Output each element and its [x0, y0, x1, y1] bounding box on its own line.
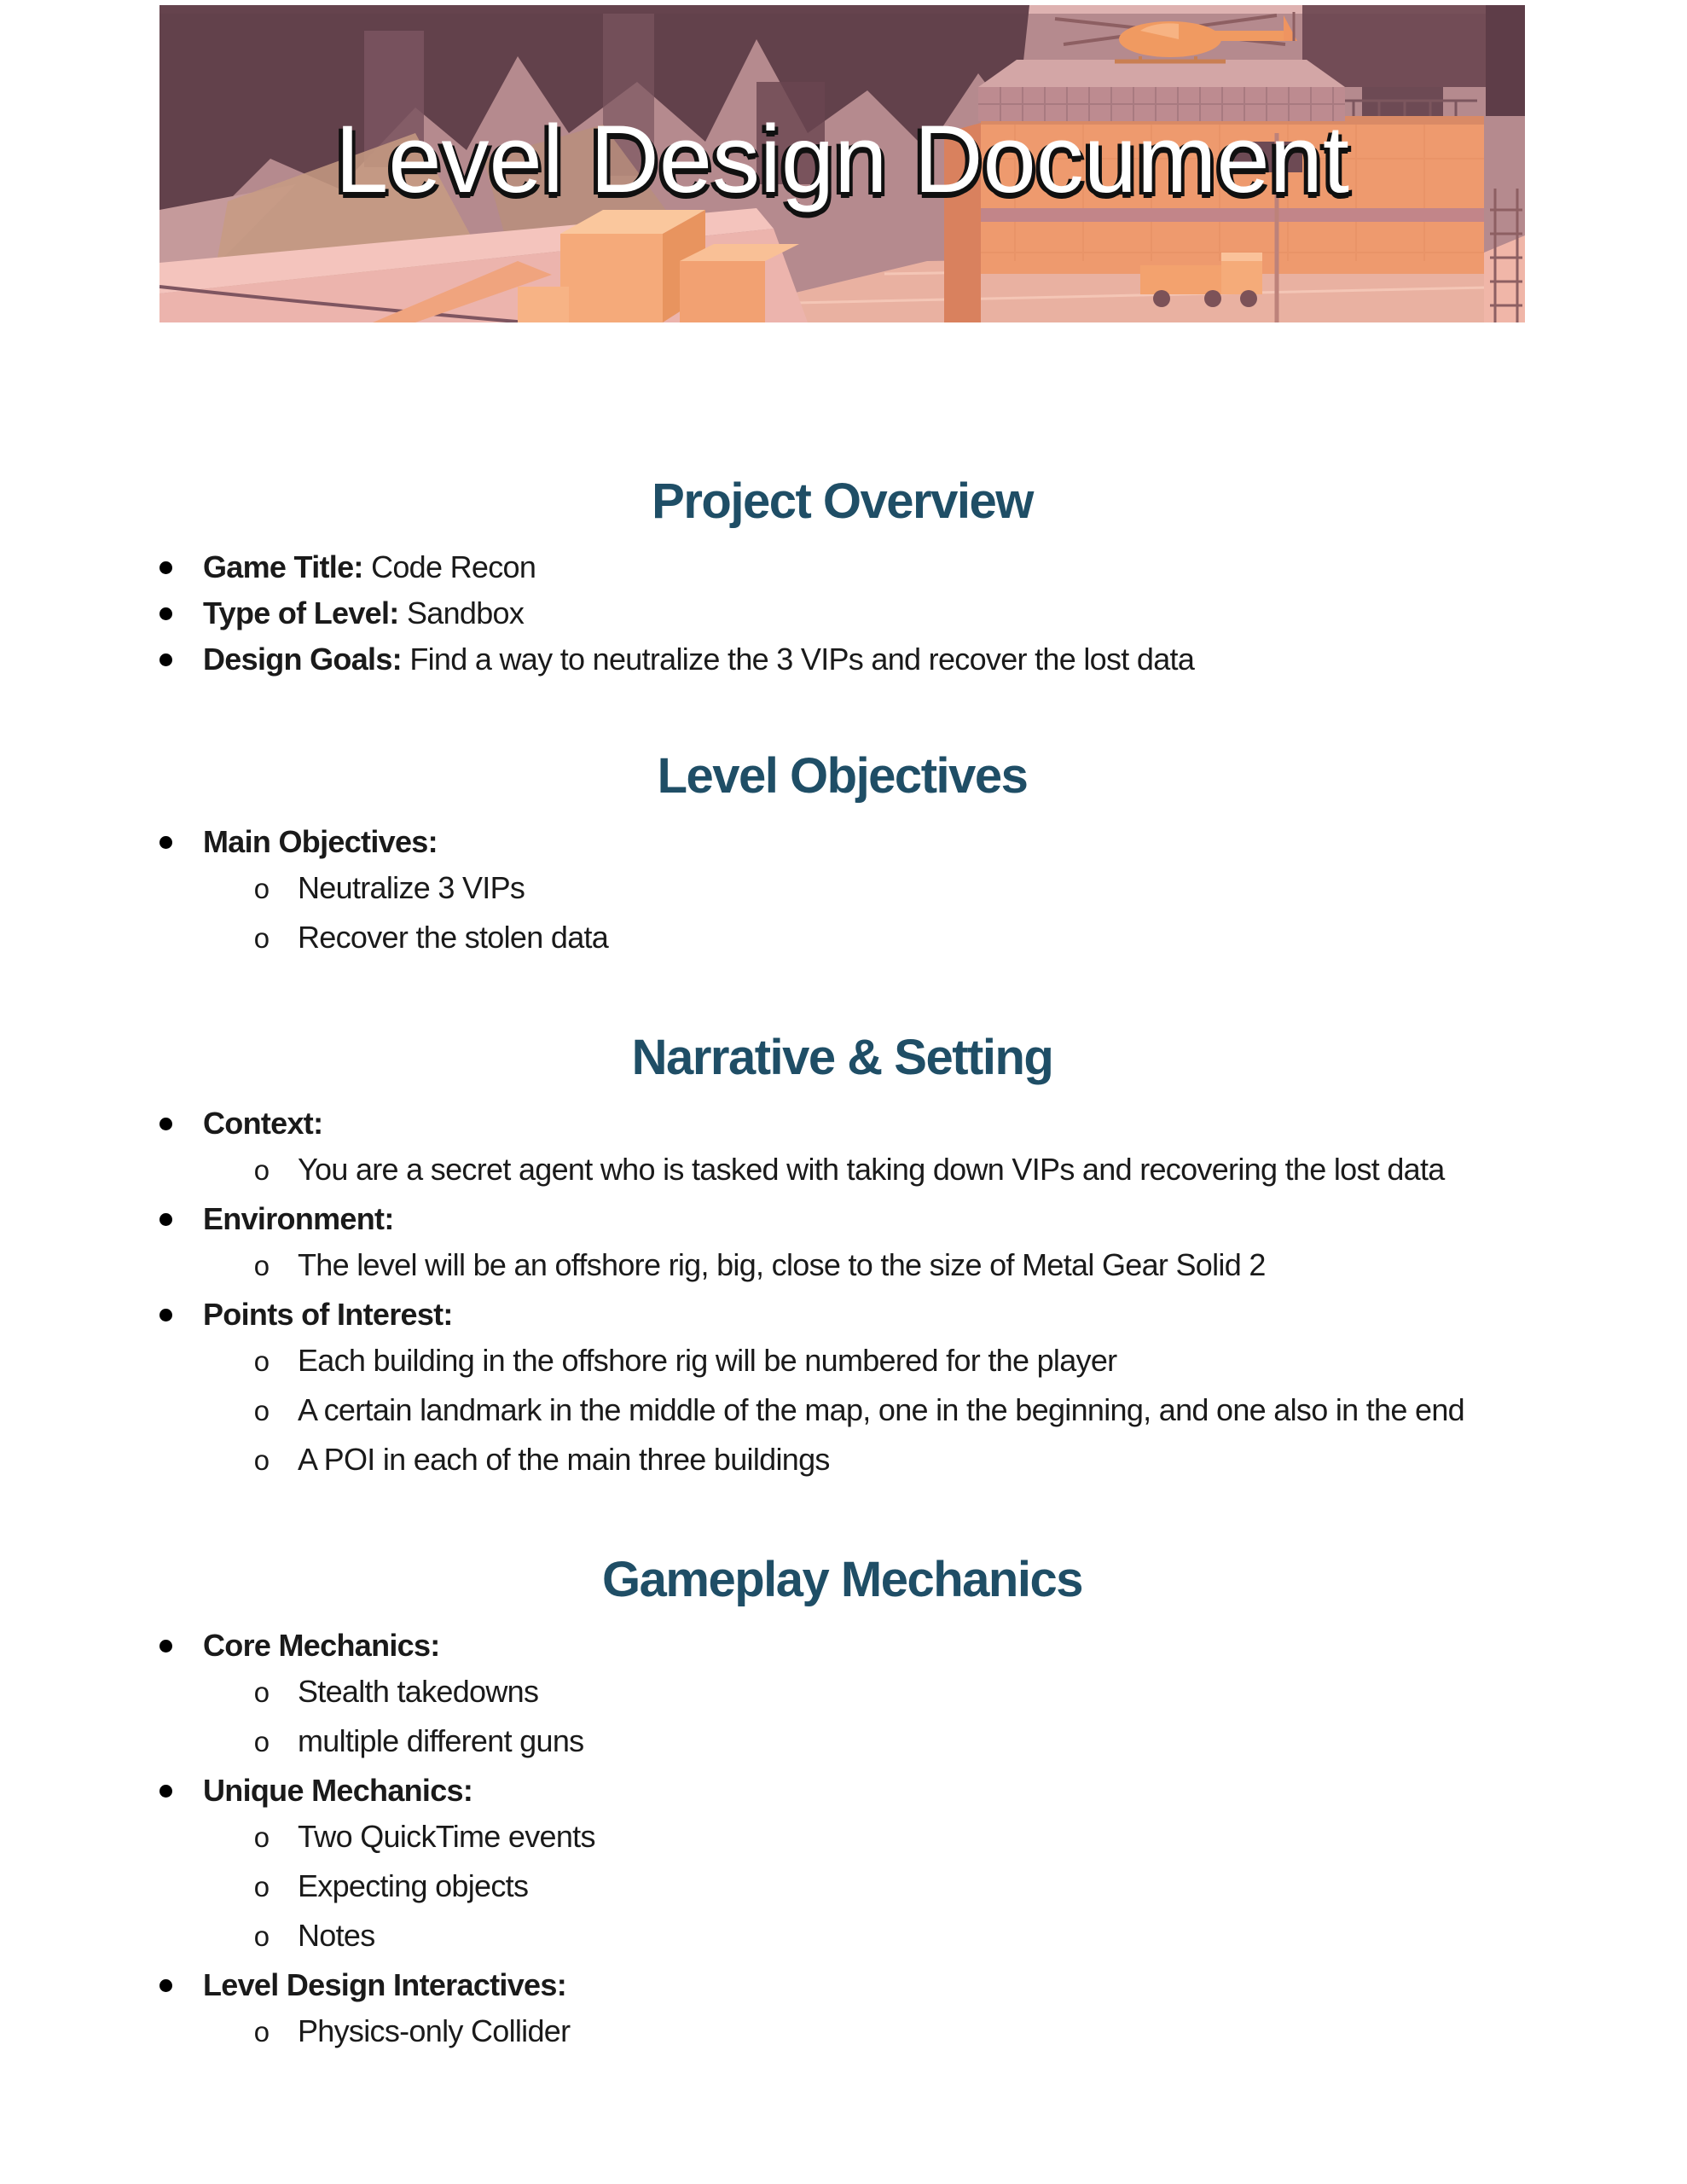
- item-text: Code Recon: [371, 549, 536, 584]
- bullet-o-icon: o: [253, 1923, 270, 1955]
- bullet-dot-icon: [159, 653, 172, 666]
- list-subitem: [253, 1863, 1525, 1913]
- bullet-o-icon: o: [253, 1824, 270, 1856]
- item-text: Sandbox: [406, 595, 525, 630]
- list-item: [159, 636, 1525, 682]
- bullet-dot-icon: [159, 1213, 172, 1226]
- list-subitem: [253, 1669, 1525, 1718]
- bullet-o-icon: o: [253, 1873, 270, 1905]
- bullet-o-icon: o: [253, 1252, 270, 1284]
- list-item: [159, 544, 1525, 590]
- bullet-dot-icon: [159, 561, 172, 574]
- item-label: Main Objectives:: [203, 824, 438, 859]
- bullet-o-icon: o: [253, 1447, 270, 1478]
- bullet-dot-icon: [159, 1309, 172, 1321]
- bullet-dot-icon: [159, 1640, 172, 1653]
- bullet-o-icon: o: [253, 1728, 270, 1760]
- item-text: You are a secret agent who is tasked with taking down VIPs and recovering the lost data: [298, 1152, 1445, 1187]
- list-item: [159, 819, 1525, 865]
- list-subitem: [253, 1913, 1525, 1962]
- item-label: Level Design Interactives:: [203, 1967, 566, 2002]
- item-label: Unique Mechanics:: [203, 1773, 473, 1808]
- list-item: [159, 1962, 1525, 2008]
- item-text: Expecting objects: [298, 1868, 529, 1903]
- item-text: Recover the stolen data: [298, 920, 609, 955]
- item-text: Two QuickTime events: [298, 1819, 595, 1854]
- list-item: [159, 1292, 1525, 1338]
- list-item: [159, 1623, 1525, 1669]
- item-text: Each building in the offshore rig will be numbered for the player: [298, 1343, 1117, 1378]
- item-text: A certain landmark in the middle of the map, one in the beginning, and one also in the end: [298, 1392, 1464, 1427]
- bullet-dot-icon: [159, 1118, 172, 1130]
- banner-title: Level Design Document: [334, 106, 1350, 212]
- item-text: Notes: [298, 1918, 375, 1953]
- bullet-dot-icon: [159, 607, 172, 620]
- banner-image: [159, 5, 1525, 322]
- helipad-top-shape: [978, 60, 1345, 87]
- section-heading-narrative-setting: Narrative & Setting: [631, 1030, 1053, 1085]
- list-item: [159, 1101, 1525, 1147]
- list-item: [159, 1768, 1525, 1814]
- item-text: Find a way to neutralize the 3 VIPs and recover the lost data: [409, 642, 1195, 677]
- list-subitem: [253, 865, 1525, 915]
- list-item: [159, 590, 1525, 636]
- item-text: Neutralize 3 VIPs: [298, 870, 525, 905]
- item-label: Game Title:: [203, 549, 363, 584]
- list-subitem: [253, 1437, 1525, 1486]
- item-text: Stealth takedowns: [298, 1674, 539, 1709]
- bullet-o-icon: o: [253, 875, 270, 907]
- item-text: The level will be an offshore rig, big, close to the size of Metal Gear Solid 2: [298, 1247, 1266, 1282]
- item-text: multiple different guns: [298, 1723, 584, 1758]
- bullet-o-icon: o: [253, 2018, 270, 2050]
- bullet-dot-icon: [159, 836, 172, 849]
- item-text: A POI in each of the main three buildings: [298, 1442, 830, 1477]
- item-label: Core Mechanics:: [203, 1628, 440, 1663]
- list-item: [159, 1196, 1525, 1242]
- item-label: Points of Interest:: [203, 1297, 453, 1332]
- list-subitem: [253, 1718, 1525, 1768]
- list-subitem: [253, 1242, 1525, 1292]
- item-text: Physics-only Collider: [298, 2013, 571, 2048]
- bullet-dot-icon: [159, 1785, 172, 1798]
- section-heading-level-objectives: Level Objectives: [657, 748, 1028, 804]
- bullet-o-icon: o: [253, 925, 270, 956]
- list-subitem: [253, 915, 1525, 964]
- list-subitem: [253, 1387, 1525, 1437]
- bullet-o-icon: o: [253, 1397, 270, 1429]
- item-label: Design Goals:: [203, 642, 402, 677]
- section-heading-gameplay-mechanics: Gameplay Mechanics: [602, 1552, 1082, 1607]
- list-subitem: [253, 1814, 1525, 1863]
- item-label: Context:: [203, 1106, 323, 1141]
- item-label: Type of Level:: [203, 595, 399, 630]
- bullet-dot-icon: [159, 1979, 172, 1992]
- item-label: Environment:: [203, 1201, 394, 1236]
- list-subitem: [253, 2008, 1525, 2058]
- bullet-o-icon: o: [253, 1348, 270, 1380]
- bullet-o-icon: o: [253, 1679, 270, 1711]
- bullet-o-icon: o: [253, 1157, 270, 1188]
- list-subitem: [253, 1338, 1525, 1387]
- dark-block-shape: [1486, 5, 1525, 116]
- list-subitem: [253, 1147, 1525, 1196]
- section-heading-project-overview: Project Overview: [652, 473, 1033, 529]
